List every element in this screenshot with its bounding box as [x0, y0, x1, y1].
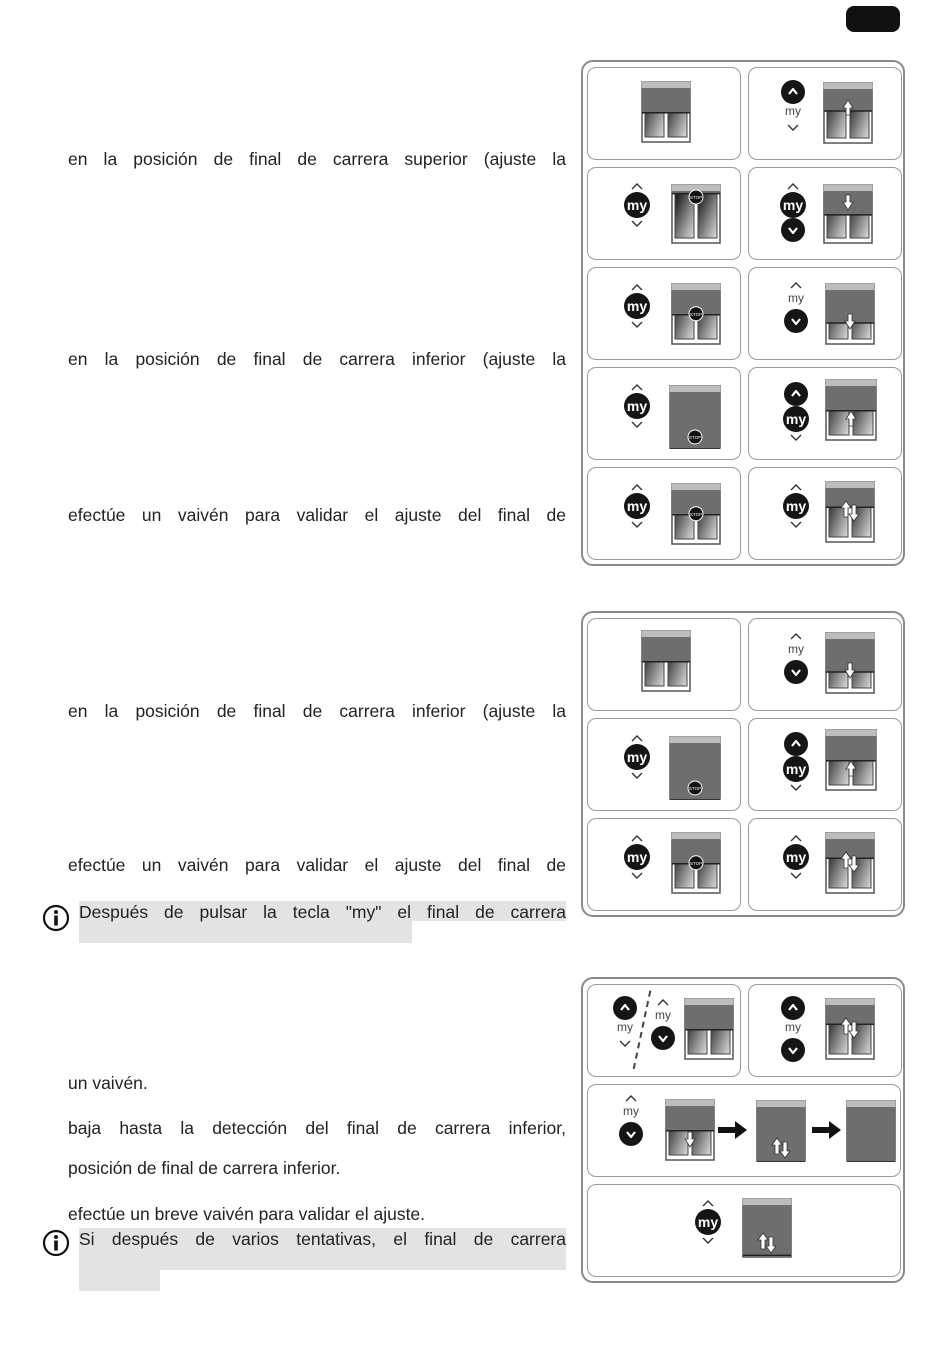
my-label: my — [617, 1020, 633, 1034]
my-button: my — [624, 844, 650, 870]
window-shutter-illustration — [671, 184, 721, 244]
section3-line2: baja hasta la detección del final de carrera inferior, — [68, 1118, 566, 1138]
my-button: my — [624, 393, 650, 419]
chevron-down-icon — [629, 770, 645, 782]
chevron-down-icon — [629, 870, 645, 882]
page-number-tab — [846, 6, 900, 32]
remote-control — [622, 180, 652, 230]
my-label: my — [785, 1020, 801, 1034]
window-shutter-illustration — [825, 729, 877, 791]
chevron-up-icon — [785, 180, 801, 192]
chevron-up-icon — [629, 832, 645, 844]
window-shutter-illustration — [825, 998, 875, 1060]
chevron-down-icon — [617, 1038, 633, 1050]
my-button: my — [624, 493, 650, 519]
remote-control — [781, 630, 811, 684]
chevron-up-icon — [788, 832, 804, 844]
stop-icon: STOP — [689, 860, 703, 866]
window-shutter-illustration — [825, 283, 875, 345]
chevron-up-icon — [629, 732, 645, 744]
up-button-icon — [781, 996, 805, 1020]
chevron-up-icon — [629, 180, 645, 192]
my-label: my — [785, 104, 801, 118]
window-shutter-illustration — [671, 483, 721, 545]
stop-icon: STOP — [688, 435, 702, 440]
section1-line1: en la posición de final de carrera superior (ajuste la — [68, 149, 566, 169]
window-shutter-illustration — [846, 1100, 896, 1162]
window-shutter-illustration — [825, 481, 875, 543]
note-highlight — [79, 921, 412, 943]
remote-control — [781, 279, 811, 333]
down-button-icon — [619, 1122, 643, 1146]
window-shutter-illustration — [823, 82, 873, 144]
remote-control — [781, 732, 811, 794]
stop-icon: STOP — [689, 311, 703, 317]
down-button-icon — [781, 218, 805, 242]
window-shutter-illustration — [641, 81, 691, 143]
remote-control — [622, 732, 652, 782]
section3-line3: posición de final de carrera inferior. — [68, 1158, 341, 1178]
info-icon — [42, 1229, 70, 1257]
window-shutter-illustration — [825, 832, 875, 894]
remote-control — [622, 832, 652, 882]
stop-icon: STOP — [689, 511, 703, 517]
remote-control — [622, 381, 652, 431]
remote-control — [693, 1197, 723, 1247]
window-shutter-illustration — [823, 184, 873, 244]
my-button: my — [783, 756, 809, 782]
remote-control — [610, 996, 640, 1050]
chevron-down-icon — [788, 519, 804, 531]
chevron-down-icon — [788, 432, 804, 444]
remote-control — [616, 1092, 646, 1146]
remote-control — [781, 481, 811, 531]
chevron-down-icon — [788, 782, 804, 794]
chevron-up-icon — [655, 996, 671, 1008]
note-highlight — [79, 1270, 160, 1291]
section3-line1: un vaivén. — [68, 1073, 148, 1093]
my-button: my — [780, 192, 806, 218]
chevron-up-icon — [629, 381, 645, 393]
chevron-down-icon — [788, 870, 804, 882]
up-button-icon — [784, 732, 808, 756]
remote-control — [778, 996, 808, 1062]
section2-line1: en la posición de final de carrera inferior (ajuste la — [68, 701, 566, 721]
chevron-up-icon — [700, 1197, 716, 1209]
chevron-down-icon — [629, 218, 645, 230]
arrow-right-icon — [812, 1120, 842, 1140]
window-shutter-illustration — [671, 283, 721, 345]
down-button-icon — [784, 660, 808, 684]
chevron-down-icon — [629, 419, 645, 431]
my-button: my — [783, 406, 809, 432]
up-button-icon — [781, 80, 805, 104]
up-button-icon — [784, 382, 808, 406]
section1-line3: efectúe un vaivén para validar el ajuste del final de — [68, 505, 566, 525]
my-button: my — [783, 844, 809, 870]
stop-icon: STOP — [688, 786, 702, 791]
remote-control — [781, 832, 811, 882]
chevron-up-icon — [629, 481, 645, 493]
remote-control — [781, 382, 811, 444]
window-shutter-illustration — [665, 1099, 715, 1161]
chevron-down-icon — [700, 1235, 716, 1247]
my-button: my — [624, 744, 650, 770]
my-button: my — [783, 493, 809, 519]
my-button: my — [624, 192, 650, 218]
section1-line2: en la posición de final de carrera inferior (ajuste la — [68, 349, 566, 369]
window-shutter-illustration — [641, 630, 691, 692]
chevron-down-icon — [629, 319, 645, 331]
my-label: my — [655, 1008, 671, 1022]
window-shutter-illustration — [825, 379, 877, 441]
chevron-up-icon — [788, 481, 804, 493]
chevron-up-icon — [788, 279, 804, 291]
down-button-icon — [784, 309, 808, 333]
window-shutter-illustration — [671, 832, 721, 894]
section2-note: Después de pulsar la tecla "my" el final de carrera — [79, 902, 566, 922]
window-shutter-illustration — [742, 1198, 792, 1258]
chevron-down-icon — [785, 122, 801, 134]
chevron-up-icon — [629, 281, 645, 293]
my-button: my — [695, 1209, 721, 1235]
window-shutter-illustration — [825, 632, 875, 694]
down-button-icon — [651, 1026, 675, 1050]
my-label: my — [788, 642, 804, 656]
section3-line4: efectúe un breve vaivén para validar el ajuste. — [68, 1204, 426, 1224]
chevron-up-icon — [623, 1092, 639, 1104]
stop-icon: STOP — [689, 195, 703, 200]
window-shutter-illustration — [669, 736, 721, 800]
remote-control — [622, 481, 652, 531]
section3-note: Si después de varios tentativas, el final de carrera — [79, 1229, 566, 1249]
section2-line2: efectúe un vaivén para validar el ajuste del final de — [68, 855, 566, 875]
remote-control — [778, 80, 808, 134]
remote-control — [622, 281, 652, 331]
info-icon — [42, 904, 70, 932]
window-shutter-illustration — [684, 998, 734, 1060]
my-label: my — [788, 291, 804, 305]
down-button-icon — [781, 1038, 805, 1062]
chevron-up-icon — [788, 630, 804, 642]
arrow-right-icon — [718, 1120, 748, 1140]
remote-control — [648, 996, 678, 1050]
my-button: my — [624, 293, 650, 319]
window-shutter-illustration — [756, 1100, 806, 1162]
chevron-down-icon — [629, 519, 645, 531]
my-label: my — [623, 1104, 639, 1118]
up-button-icon — [613, 996, 637, 1020]
window-shutter-illustration — [669, 385, 721, 449]
remote-control — [778, 180, 808, 242]
